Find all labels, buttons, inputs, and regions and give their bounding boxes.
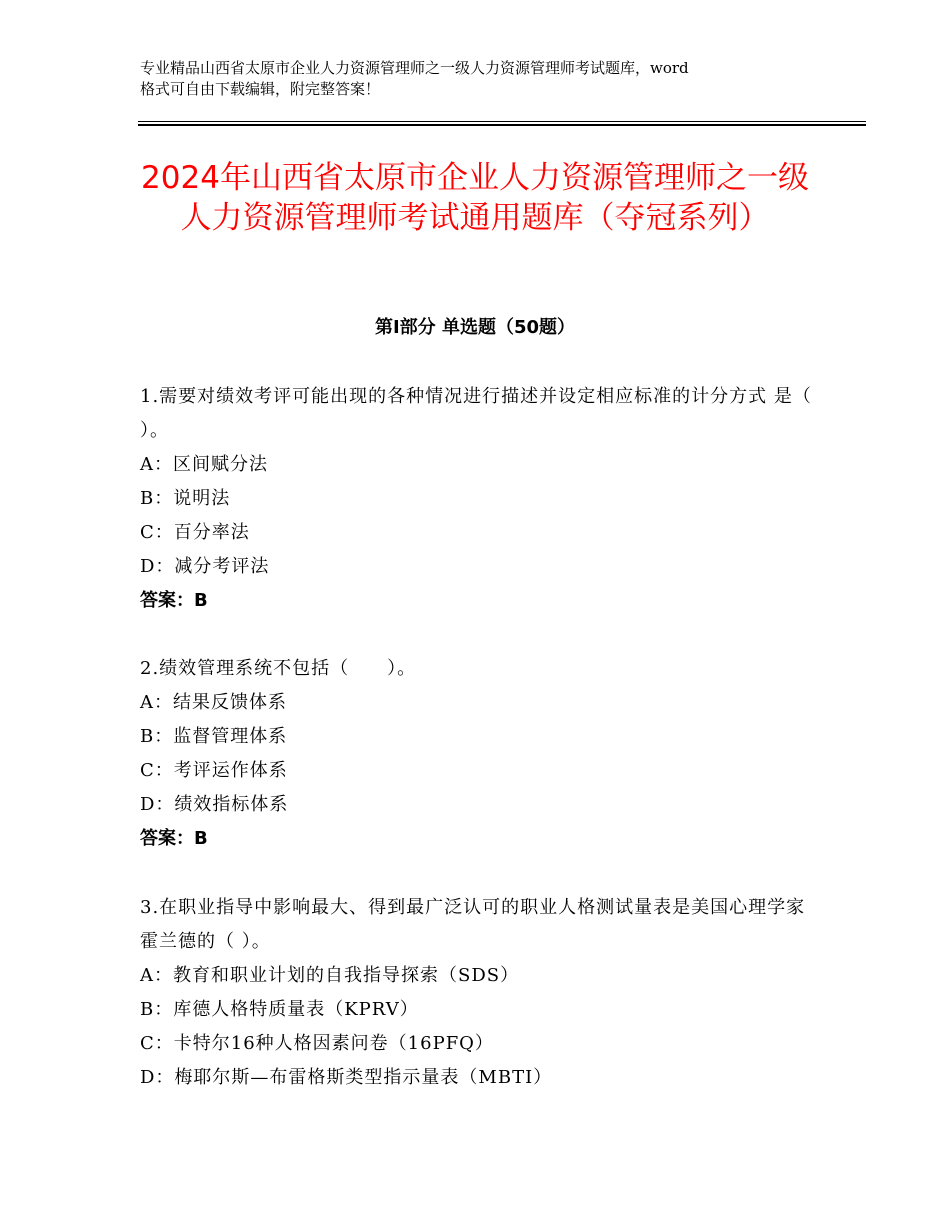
question-stem: 3.在职业指导中影响最大、得到最广泛认可的职业人格测试量表是美国心理学家霍兰德的（ ）。 — [140, 897, 806, 952]
option-a: A：区间赋分法 — [140, 454, 268, 475]
header-note-line-2: 格式可自由下载编辑，附完整答案！ — [140, 80, 381, 98]
question-2 — [140, 652, 820, 856]
answer: 答案：B — [140, 828, 208, 849]
option-d: D：梅耶尔斯—布雷格斯类型指示量表（MBTI） — [140, 1067, 553, 1088]
question-stem: 1.需要对绩效考评可能出现的各种情况进行描述并设定相应标准的计分方式 是（ ）。 — [140, 386, 812, 441]
option-c: C：卡特尔16种人格因素问卷（16PFQ） — [140, 1033, 494, 1054]
header-divider-thin — [138, 121, 866, 122]
option-a: A：教育和职业计划的自我指导探索（SDS） — [140, 965, 520, 986]
header-note — [140, 58, 820, 100]
option-b: B：监督管理体系 — [140, 726, 288, 747]
header-note-line-1: 专业精品山西省太原市企业人力资源管理师之一级人力资源管理师考试题库，word — [140, 59, 689, 77]
document-title: 2024年山西省太原市企业人力资源管理师之一级人力资源管理师考试通用题库（夺冠系列） — [141, 160, 809, 236]
option-b: B：说明法 — [140, 488, 231, 509]
option-d: D：绩效指标体系 — [140, 794, 289, 815]
answer: 答案：B — [140, 590, 208, 611]
option-b: B：库德人格特质量表（KPRV） — [140, 999, 419, 1020]
question-1 — [140, 380, 820, 618]
section-title: 第Ⅰ部分 单选题（50题） — [374, 317, 575, 338]
question-3 — [140, 891, 820, 1095]
option-d: D：减分考评法 — [140, 556, 270, 577]
question-stem: 2.绩效管理系统不包括（ ）。 — [140, 658, 417, 679]
option-c: C：考评运作体系 — [140, 760, 288, 781]
option-c: C：百分率法 — [140, 522, 250, 543]
option-a: A：结果反馈体系 — [140, 692, 287, 713]
header-divider-thick — [138, 124, 866, 126]
